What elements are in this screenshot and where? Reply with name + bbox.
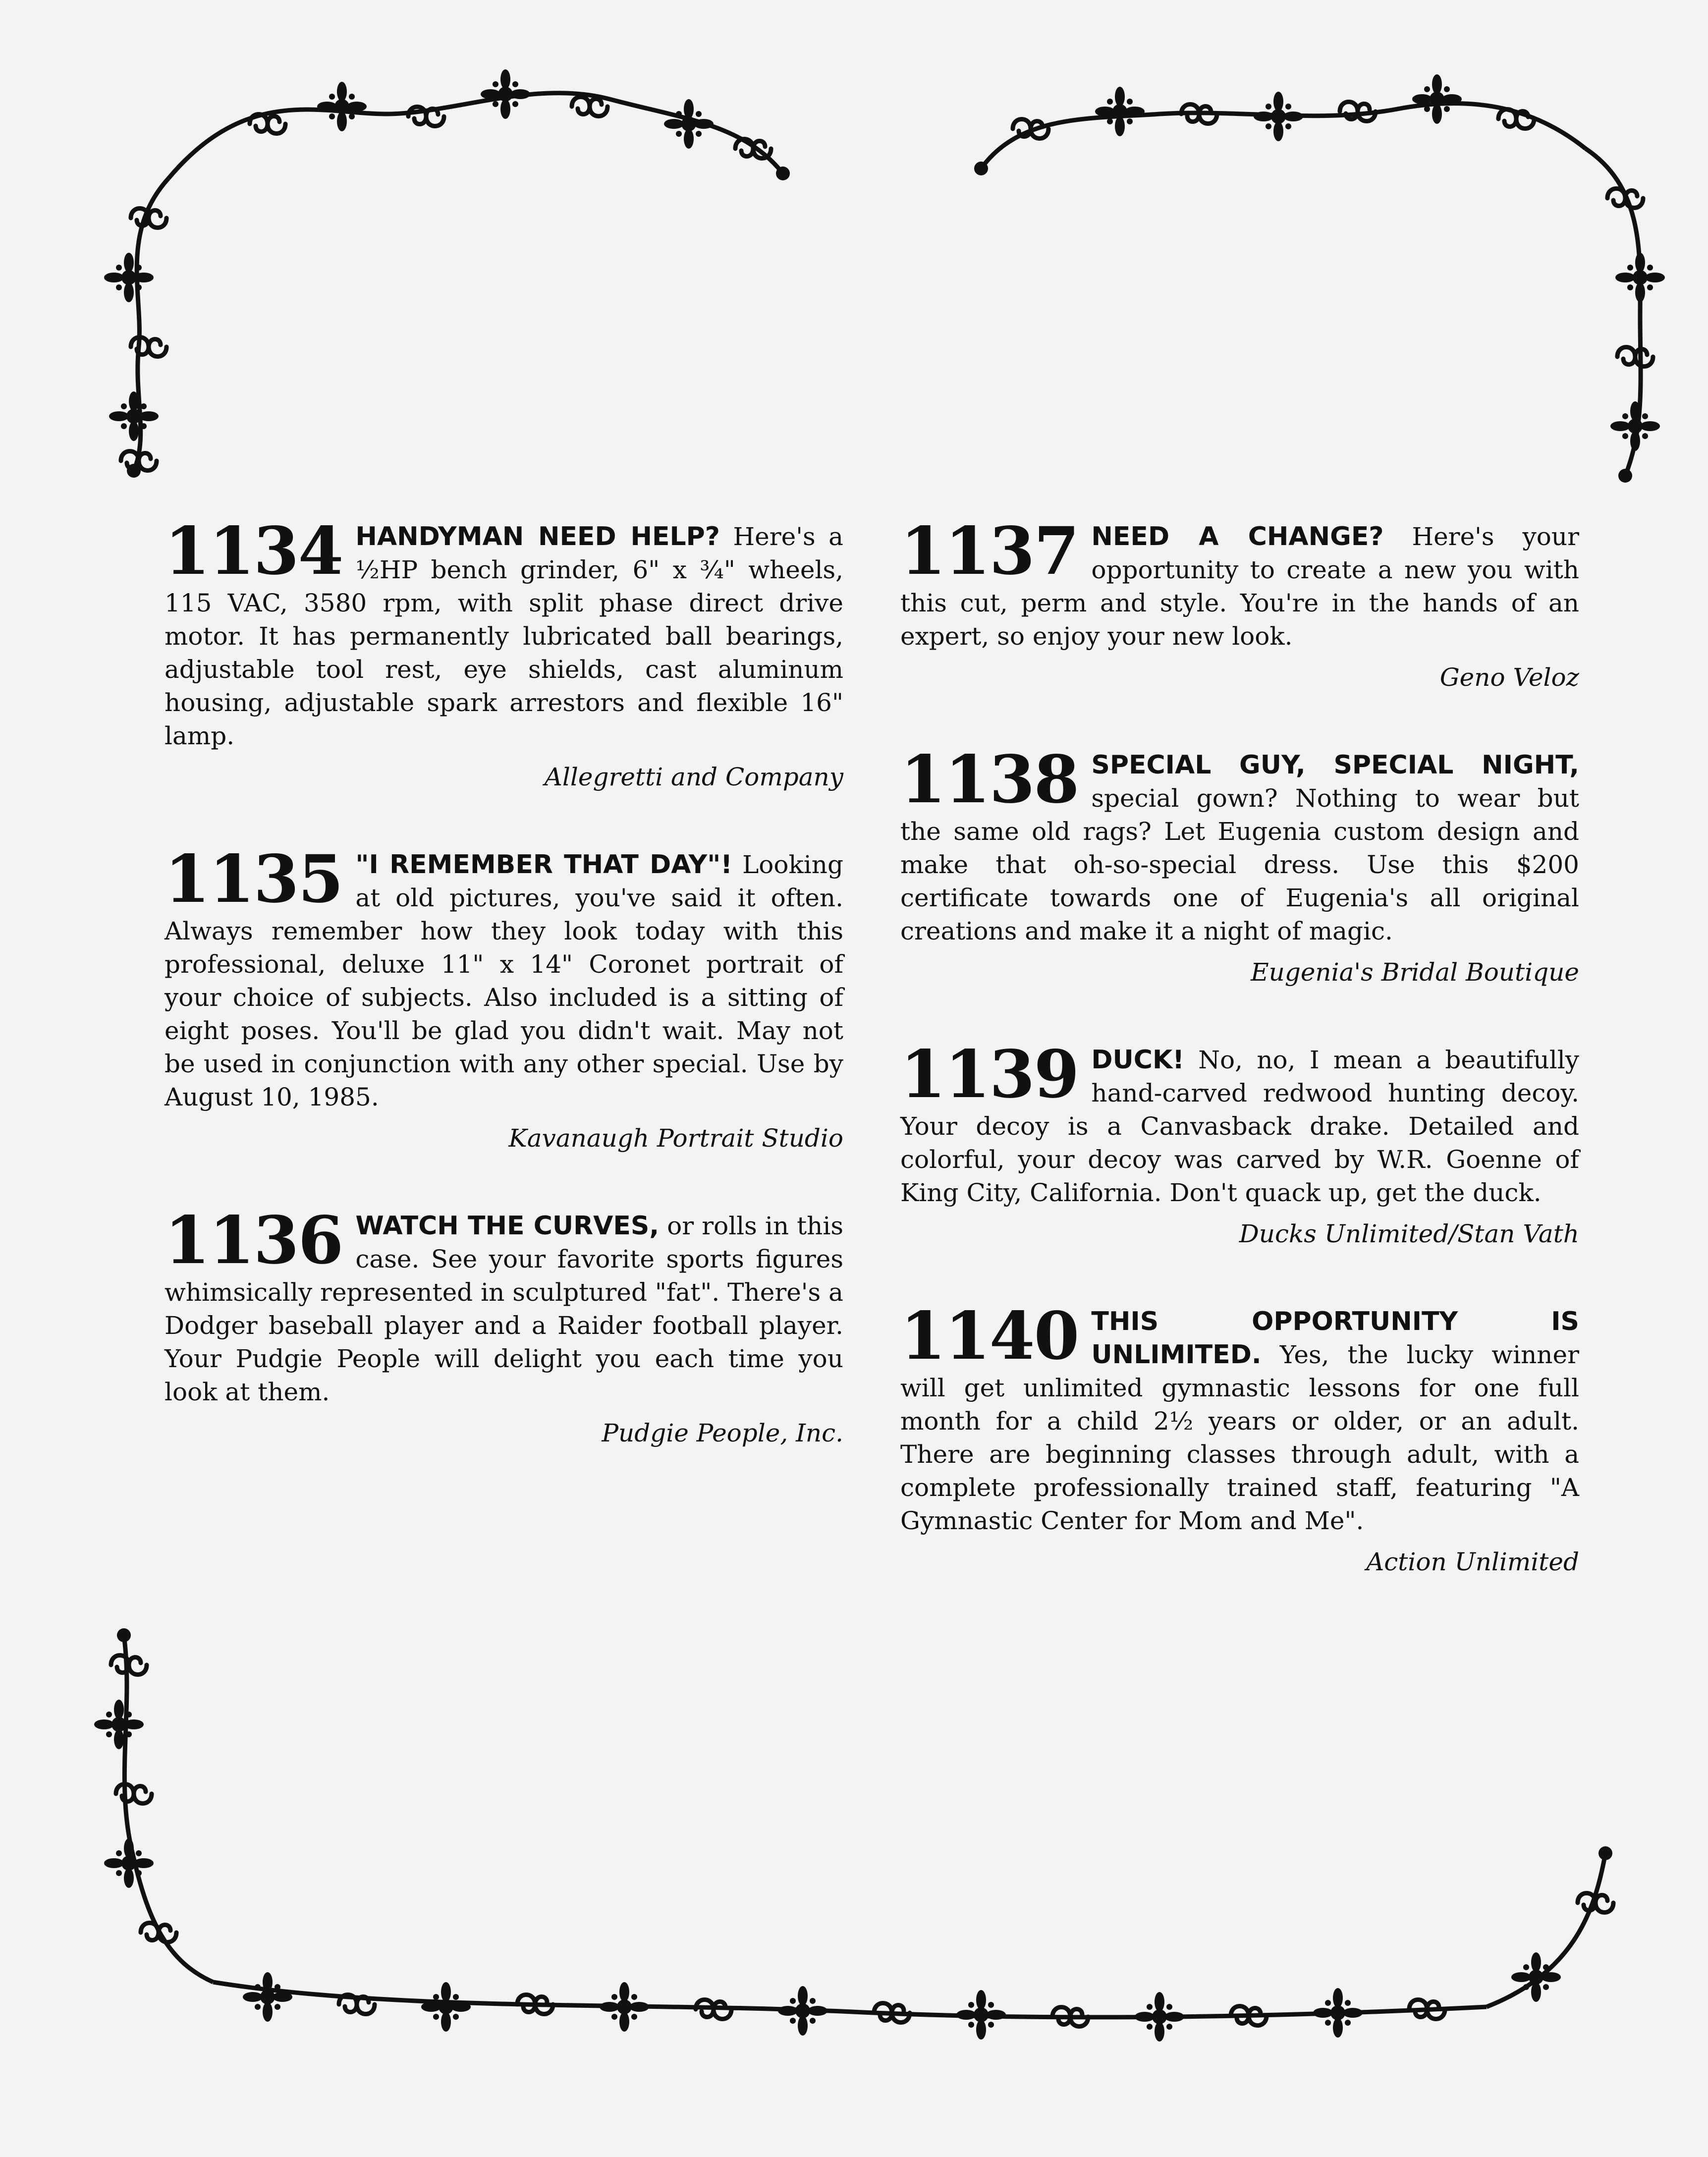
item-headline: HANDYMAN NEED HELP? — [355, 522, 720, 552]
lot-number: 1137 — [900, 513, 1079, 590]
top-right-frame-ornament — [974, 74, 1665, 483]
auction-item — [165, 841, 843, 1155]
auction-item — [900, 1036, 1579, 1251]
item-headline: "I REMEMBER THAT DAY"! — [355, 850, 733, 880]
lot-number: 1136 — [165, 1202, 343, 1279]
left-column — [165, 513, 844, 1504]
donor-name: Eugenia's Bridal Boutique — [1251, 958, 1579, 987]
auction-item — [900, 741, 1579, 989]
donor-name: Geno Veloz — [1439, 663, 1579, 692]
item-headline: NEED A CHANGE? — [1091, 522, 1384, 552]
auction-item — [900, 513, 1579, 694]
item-text: Looking at old pictures, you've said it often. Always remember how they look today with this professional, deluxe 11" x 14" Coronet portrait of your choice of subjects. Also included is a sitting of eight poses. You'll be glad you didn't wait. May not be used in conjunction with any other special. Use by August 10, 1985. — [165, 850, 843, 1111]
item-text: or rolls in this case. See your favorite sports figures whimsically represented in sculptured "fat". There's a Dodger baseball player and a Raider football player. Your Pudgie People will delight you each time you look at them. — [165, 1212, 844, 1406]
right-column — [900, 513, 1579, 1633]
item-text: Yes, the lucky winner will get unlimited gymnastic lessons for one full month for a child 2½ years or older, or an adult. There are beginning classes through adult, with a complete professionally trained staff, featuring "A Gymnastic Center for Mom and Me". — [900, 1340, 1579, 1535]
donor-name: Kavanaugh Portrait Studio — [508, 1124, 843, 1153]
item-headline: SPECIAL GUY, SPECIAL NIGHT, — [1091, 750, 1579, 780]
auction-item — [900, 1298, 1579, 1579]
top-left-frame-ornament — [104, 69, 790, 478]
donor-name: Action Unlimited — [1366, 1548, 1579, 1576]
item-text: special gown? Nothing to wear but the same old rags? Let Eugenia custom design and make that oh-so-special dress. Use this $200 certificate towards one of Eugenia's all original creations and make it a night of magic. — [900, 784, 1579, 945]
auction-item — [165, 513, 843, 794]
lot-number: 1138 — [900, 741, 1079, 818]
item-text: Here's your opportunity to create a new you with this cut, perm and style. You're in the hands of an expert, so enjoy your new look. — [900, 522, 1579, 651]
lot-number: 1134 — [165, 513, 343, 590]
item-headline: DUCK! — [1091, 1045, 1184, 1075]
lot-number: 1139 — [900, 1036, 1079, 1113]
item-headline: THIS OPPORTUNITY IS UNLIMITED. — [1091, 1307, 1579, 1370]
auction-item — [165, 1202, 844, 1450]
donor-name: Allegretti and Company — [544, 763, 843, 791]
lot-number: 1140 — [900, 1298, 1079, 1375]
lot-number: 1135 — [165, 841, 343, 918]
item-text: No, no, I mean a beautifully hand-carved redwood hunting decoy. Your decoy is a Canvasback drake. Detailed and colorful, your decoy was carved by W.R. Goenne of King City, California. Don't quack up, get the duck. — [900, 1046, 1579, 1207]
donor-name: Ducks Unlimited/Stan Vath — [1239, 1219, 1579, 1248]
item-headline: WATCH THE CURVES, — [355, 1211, 660, 1241]
donor-name: Pudgie People, Inc. — [602, 1419, 843, 1447]
bottom-frame-ornament — [94, 1628, 1613, 2042]
item-text: Here's a ½HP bench grinder, 6" x ¾" wheels, 115 VAC, 3580 rpm, with split phase direct drive motor. It has permanently lubricated ball bearings, adjustable tool rest, eye shields, cast aluminum housing, adjustable spark arrestors and flexible 16" lamp. — [165, 522, 843, 750]
